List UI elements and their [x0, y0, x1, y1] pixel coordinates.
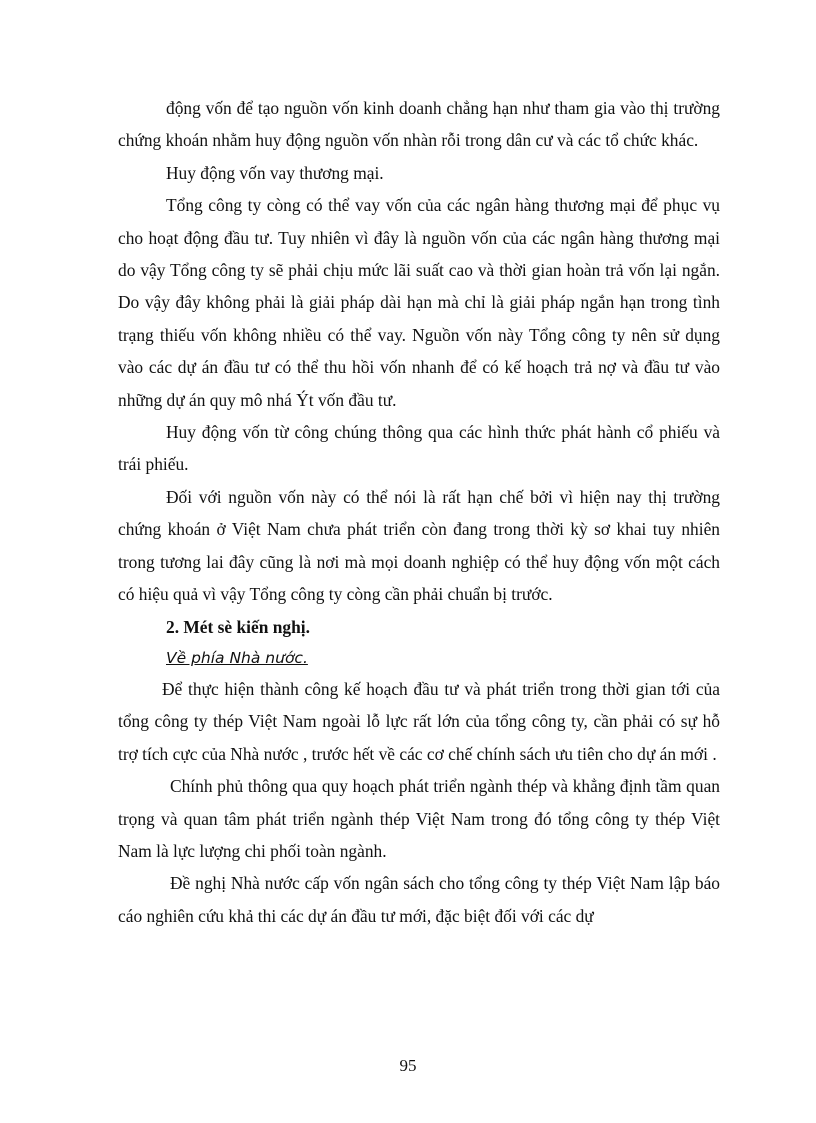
section-heading: 2. Mét sè kiến nghị.	[166, 616, 310, 637]
subsection-heading: Về phía Nhà nước.	[166, 648, 308, 667]
paragraph-public-funding: Đối với nguồn vốn này có thể nói là rất hạn chế bởi vì hiện nay thị trường chứng khoán ở Việt Nam chưa phát triển còn đang trong thời kỳ sơ khai tuy nhiên trong tương lai đây cũng là nơi mà mọi doanh nghiệp có thể huy động vốn một cách có hiệu quả vì vậy Tổng công ty còng cần phải chuẩn bị trước.	[118, 486, 720, 605]
paragraph-continuation: động vốn để tạo nguồn vốn kinh doanh chẳng hạn như tham gia vào thị trường chứng khoán nhằm huy động nguồn vốn nhàn rỗi trong dân cư và các tổ chức khác.	[118, 98, 720, 151]
paragraph-public-funding-heading: Huy động vốn từ công chúng thông qua các hình thức phát hành cổ phiếu và trái phiếu.	[118, 422, 720, 475]
paragraph-commercial-loan-heading: Huy động vốn vay thương mại.	[166, 162, 384, 183]
page-number: 95	[399, 1056, 417, 1075]
paragraph-budget-request: Đề nghị Nhà nước cấp vốn ngân sách cho tổng công ty thép Việt Nam lập báo cáo nghiên cứu khả thi các dự án đầu tư mới, đặc biệt đối với các dự	[118, 873, 720, 926]
paragraph-commercial-loan: Tổng công ty còng có thể vay vốn của các ngân hàng thương mại để phục vụ cho hoạt động đầu tư. Tuy nhiên vì đây là nguồn vốn của các ngân hàng thương mại do vậy Tổng công ty sẽ phải chịu mức lãi suất cao và thời gian hoàn trả vốn lại ngắn. Do vậy đây không phải là giải pháp dài hạn mà chỉ là giải pháp ngắn hạn trong tình trạng thiếu vốn không nhiều có thể vay. Nguồn vốn này Tổng công ty nên sử dụng vào các dự án đầu tư có thể thu hồi vốn nhanh để có kế hoạch trả nợ và đầu tư vào những dự án quy mô nhá Ýt vốn đầu tư.	[118, 195, 720, 410]
body-text	[118, 92, 720, 932]
paragraph-government-planning: Chính phủ thông qua quy hoạch phát triển ngành thép và khẳng định tầm quan trọng và quan tâm phát triển ngành thép Việt Nam trong đó tổng công ty thép Việt Nam là lực lượng chi phối toàn ngành.	[118, 776, 720, 861]
paragraph-state-support: Để thực hiện thành công kế hoạch đầu tư và phát triển trong thời gian tới của tổng công ty thép Việt Nam ngoài lỗ lực rất lớn của tổng công ty, cần phải có sự hỗ trợ tích cực của Nhà nước , trước hết về các cơ chế chính sách ưu tiên cho dự án mới .	[118, 678, 720, 764]
